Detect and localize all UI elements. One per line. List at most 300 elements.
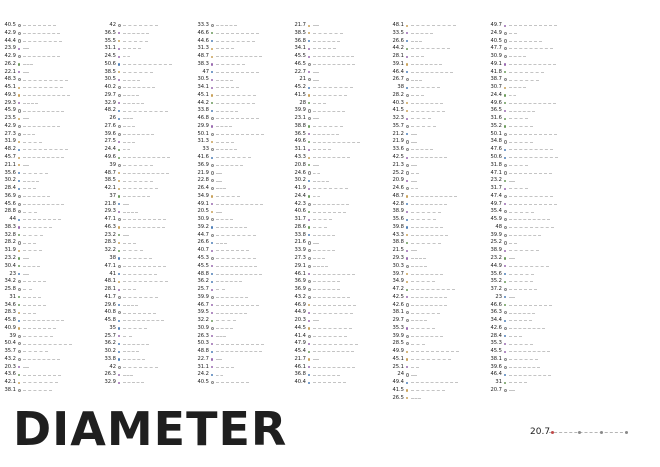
value-trail — [411, 297, 447, 298]
ring-marker-icon — [308, 288, 311, 291]
value-row — [392, 200, 502, 209]
ring-marker-icon — [211, 171, 214, 174]
dot-marker-icon — [211, 289, 213, 291]
value-trail — [23, 336, 53, 337]
value-label: 21.1 — [4, 161, 16, 168]
value-trail — [216, 305, 259, 306]
value-label: 28.1 — [392, 53, 404, 60]
value-row — [490, 254, 600, 263]
value-label: 35.3 — [490, 340, 502, 347]
value-trail — [411, 103, 443, 104]
value-trail — [313, 351, 354, 352]
dot-marker-icon — [118, 234, 120, 236]
value-row — [490, 60, 600, 69]
ring-marker-icon — [406, 164, 409, 167]
value-trail — [216, 95, 256, 96]
value-trail — [411, 320, 427, 321]
value-trail — [216, 289, 225, 290]
ring-marker-icon — [504, 366, 507, 369]
dot-marker-icon — [211, 102, 213, 104]
value-trail — [313, 212, 346, 213]
value-row — [4, 239, 114, 247]
value-row — [294, 278, 404, 286]
value-trail — [216, 87, 239, 88]
value-label: 39 — [109, 161, 116, 168]
value-label: 44.9 — [294, 309, 306, 316]
value-trail — [509, 80, 539, 81]
value-trail — [216, 103, 255, 104]
ring-marker-icon — [406, 265, 409, 268]
value-label: 42.6 — [490, 324, 502, 331]
value-trail — [23, 250, 42, 251]
value-trail — [411, 80, 422, 81]
value-trail — [313, 359, 319, 360]
value-label: 49.6 — [294, 138, 306, 145]
value-trail — [411, 390, 445, 391]
value-label: 32.8 — [4, 231, 16, 238]
value-trail — [411, 367, 419, 368]
value-label: 38.8 — [392, 239, 404, 246]
value-row — [397, 371, 502, 379]
value-label: 44.6 — [197, 37, 209, 44]
dot-marker-icon — [308, 125, 310, 127]
value-trail — [509, 305, 552, 306]
value-row — [294, 68, 404, 77]
value-trail — [23, 289, 32, 290]
ring-marker-icon — [504, 226, 507, 229]
value-label: 30.2 — [4, 177, 16, 184]
value-label: 40.5 — [490, 37, 502, 44]
value-trail — [123, 149, 130, 150]
value-trail — [313, 344, 358, 345]
value-row — [4, 363, 114, 372]
value-row — [392, 309, 502, 317]
value-label: 36.8 — [294, 37, 306, 44]
value-label: 29.3 — [4, 99, 16, 106]
value-row — [490, 262, 600, 271]
value-label: 35.7 — [392, 122, 404, 129]
value-label: 45.3 — [197, 254, 209, 261]
dot-marker-icon — [504, 203, 506, 205]
dot-marker-icon — [406, 397, 408, 399]
value-row — [490, 371, 600, 379]
value-label: 42.3 — [294, 200, 306, 207]
value-label: 30.9 — [490, 53, 502, 60]
value-trail — [411, 95, 424, 96]
value-label: 25.2 — [392, 169, 404, 176]
value-trail — [411, 111, 445, 112]
value-trail — [411, 173, 419, 174]
value-label: 21.5 — [392, 247, 404, 254]
value-trail — [509, 274, 534, 275]
value-trail — [313, 118, 319, 119]
value-label: 38.5 — [104, 177, 116, 184]
dot-marker-icon — [211, 335, 213, 337]
value-row — [4, 154, 114, 162]
value-row — [4, 29, 114, 38]
value-trail — [509, 258, 515, 259]
value-label: 21.8 — [104, 200, 116, 207]
value-trail — [411, 235, 448, 236]
value-label: 49.1 — [490, 60, 502, 67]
value-label: 22.1 — [4, 68, 16, 75]
value-trail — [23, 103, 38, 104]
value-row — [294, 185, 404, 193]
value-row — [4, 200, 114, 209]
value-label: 40.7 — [197, 247, 209, 254]
value-row — [392, 301, 502, 310]
value-label: 47.2 — [392, 286, 404, 293]
ring-marker-icon — [211, 117, 214, 120]
value-row — [294, 130, 404, 139]
value-row — [392, 363, 502, 372]
value-trail — [23, 142, 42, 143]
value-label: 45.7 — [4, 154, 16, 161]
value-label: 31.1 — [294, 146, 306, 153]
value-trail — [509, 118, 528, 119]
value-trail — [509, 351, 550, 352]
value-trail — [313, 111, 345, 112]
dot-marker-icon — [18, 172, 20, 174]
value-row — [294, 53, 404, 61]
ring-marker-icon — [18, 109, 21, 112]
value-label: 28.5 — [392, 340, 404, 347]
dot-marker-icon — [118, 188, 120, 190]
value-trail — [216, 243, 227, 244]
value-label: 49.7 — [490, 200, 502, 207]
value-label: 41.9 — [294, 185, 306, 192]
value-trail — [23, 313, 36, 314]
ring-marker-icon — [406, 125, 409, 128]
value-trail — [411, 289, 455, 290]
value-label: 33.9 — [294, 247, 306, 254]
value-label: 25.7 — [104, 332, 116, 339]
value-trail — [123, 219, 166, 220]
value-label: 23 — [495, 293, 502, 300]
value-label: 23.2 — [490, 177, 502, 184]
value-trail — [411, 227, 443, 228]
value-label: 45.4 — [294, 348, 306, 355]
value-label: 35.5 — [104, 37, 116, 44]
value-trail — [313, 142, 360, 143]
value-row — [490, 324, 600, 333]
value-trail — [23, 72, 29, 73]
value-row — [294, 231, 404, 240]
value-trail — [411, 344, 425, 345]
value-trail — [216, 375, 223, 376]
value-trail — [123, 188, 158, 189]
ring-marker-icon — [308, 203, 311, 206]
value-trail — [216, 359, 222, 360]
value-row — [392, 130, 502, 139]
dot-marker-icon — [504, 149, 506, 151]
ring-marker-icon — [308, 265, 311, 268]
value-trail — [509, 266, 549, 267]
value-trail — [509, 48, 553, 49]
value-row — [490, 208, 600, 216]
value-trail — [23, 328, 56, 329]
value-row — [392, 169, 502, 178]
value-trail — [216, 351, 262, 352]
value-label: 41.5 — [392, 107, 404, 114]
value-trail — [23, 196, 50, 197]
dot-marker-icon — [118, 304, 120, 306]
dot-marker-icon — [211, 281, 213, 283]
value-trail — [411, 212, 441, 213]
value-label: 36.8 — [294, 371, 306, 378]
dot-marker-icon — [504, 296, 506, 298]
value-label: 42.5 — [392, 293, 404, 300]
value-label: 33.8 — [294, 231, 306, 238]
value-label: 23.2 — [104, 231, 116, 238]
value-trail — [216, 41, 255, 42]
value-row — [9, 270, 114, 279]
dot-marker-icon — [118, 281, 120, 283]
dot-marker-icon — [406, 102, 408, 104]
ring-marker-icon — [18, 55, 21, 58]
dot-marker-icon — [406, 257, 408, 259]
dot-marker-icon — [308, 56, 310, 58]
value-row — [294, 29, 404, 38]
value-label: 20.8 — [294, 161, 306, 168]
dot-marker-icon — [118, 180, 120, 182]
value-trail — [23, 87, 63, 88]
value-row — [392, 37, 502, 46]
value-trail — [23, 281, 46, 282]
value-trail — [23, 134, 35, 135]
value-label: 33.6 — [392, 146, 404, 153]
value-label: 31.3 — [197, 45, 209, 52]
dot-marker-icon — [406, 327, 408, 329]
dot-marker-icon — [406, 358, 408, 360]
value-label: 42.1 — [4, 379, 16, 386]
dot-marker-icon — [406, 48, 408, 50]
value-label: 40.3 — [392, 99, 404, 106]
value-row — [294, 340, 404, 348]
value-trail — [216, 204, 263, 205]
value-label: 23 — [9, 270, 16, 277]
value-trail — [123, 289, 136, 290]
value-label: 50.3 — [197, 340, 209, 347]
value-label: 38 — [109, 254, 116, 261]
value-label: 30.2 — [104, 348, 116, 355]
dot-marker-icon — [18, 149, 20, 151]
dot-marker-icon — [118, 172, 120, 174]
dot-marker-icon — [118, 226, 120, 228]
value-trail — [411, 243, 441, 244]
value-trail — [123, 134, 154, 135]
value-label: 49.4 — [392, 379, 404, 386]
dot-marker-icon — [308, 327, 310, 329]
value-row — [294, 200, 404, 209]
value-row — [4, 379, 114, 387]
dot-marker-icon — [118, 289, 120, 291]
value-trail — [216, 48, 234, 49]
legend-dot — [600, 431, 603, 434]
value-label: 24.2 — [197, 371, 209, 378]
value-trail — [313, 33, 343, 34]
value-trail — [313, 188, 348, 189]
dot-marker-icon — [308, 40, 310, 42]
value-row — [490, 348, 600, 356]
value-row — [4, 130, 114, 139]
dot-marker-icon — [504, 25, 506, 27]
ring-marker-icon — [504, 78, 507, 81]
value-trail — [509, 204, 557, 205]
value-label: 41.6 — [197, 154, 209, 161]
dot-marker-icon — [118, 56, 120, 58]
value-row — [4, 107, 114, 115]
value-row — [294, 317, 404, 325]
value-row — [495, 223, 600, 232]
value-label: 29.3 — [392, 254, 404, 261]
value-label: 42.9 — [4, 29, 16, 36]
value-row — [4, 192, 114, 201]
dot-marker-icon — [211, 79, 213, 81]
dot-marker-icon — [18, 312, 20, 314]
value-trail — [313, 126, 343, 127]
column-1 — [4, 22, 114, 395]
value-row — [4, 231, 114, 240]
value-label: 40.8 — [104, 309, 116, 316]
dot-marker-icon — [118, 32, 120, 34]
value-trail — [313, 328, 352, 329]
value-label: 24.6 — [392, 185, 404, 192]
value-trail — [23, 243, 36, 244]
value-trail — [313, 72, 319, 73]
value-label: 46.7 — [197, 301, 209, 308]
value-row — [490, 115, 600, 123]
value-label: 38.8 — [294, 122, 306, 129]
value-trail — [313, 157, 350, 158]
value-trail — [509, 227, 554, 228]
value-trail — [123, 165, 153, 166]
value-label: 46.1 — [294, 270, 306, 277]
value-trail — [313, 258, 325, 259]
ring-marker-icon — [504, 210, 507, 213]
ring-marker-icon — [504, 32, 507, 35]
value-trail — [216, 142, 234, 143]
value-label: 43.2 — [4, 355, 16, 362]
value-trail — [313, 204, 349, 205]
value-trail — [123, 126, 135, 127]
value-label: 25.7 — [197, 286, 209, 293]
ring-marker-icon — [504, 241, 507, 244]
dot-marker-icon — [18, 48, 20, 50]
value-row — [299, 99, 404, 108]
value-trail — [123, 243, 136, 244]
value-trail — [509, 375, 551, 376]
value-label: 39.5 — [197, 309, 209, 316]
value-trail — [23, 212, 37, 213]
dot-marker-icon — [18, 157, 20, 159]
value-label: 28 — [299, 99, 306, 106]
dot-marker-icon — [211, 366, 213, 368]
value-trail — [23, 235, 43, 236]
value-label: 38.9 — [490, 247, 502, 254]
value-trail — [123, 250, 143, 251]
ring-marker-icon — [211, 133, 214, 136]
value-label: 28.3 — [104, 239, 116, 246]
value-trail — [313, 382, 346, 383]
value-label: 26.4 — [197, 185, 209, 192]
value-row — [490, 29, 600, 38]
value-label: 39.8 — [392, 223, 404, 230]
value-row — [4, 208, 114, 216]
dot-marker-icon — [308, 351, 310, 353]
value-row — [4, 60, 114, 69]
dot-marker-icon — [504, 335, 506, 337]
dot-marker-icon — [308, 219, 310, 221]
dot-marker-icon — [406, 56, 408, 58]
value-label: 28.2 — [4, 239, 16, 246]
value-trail — [23, 266, 40, 267]
dot-marker-icon — [211, 203, 213, 205]
value-trail — [216, 258, 256, 259]
value-label: 22.7 — [294, 68, 306, 75]
value-trail — [123, 72, 153, 73]
value-row — [490, 270, 600, 279]
ring-marker-icon — [504, 164, 507, 167]
dot-marker-icon — [406, 296, 408, 298]
dot-marker-icon — [504, 180, 506, 182]
value-trail — [509, 382, 527, 383]
value-label: 29.7 — [392, 317, 404, 324]
value-trail — [123, 351, 139, 352]
value-trail — [509, 134, 557, 135]
value-label: 29.6 — [104, 301, 116, 308]
value-label: 49.6 — [104, 154, 116, 161]
value-label: 32.2 — [104, 247, 116, 254]
value-row — [392, 107, 502, 115]
ring-marker-icon — [18, 280, 21, 283]
value-trail — [411, 274, 443, 275]
ring-marker-icon — [504, 389, 507, 392]
value-trail — [313, 313, 353, 314]
ring-marker-icon — [118, 265, 121, 268]
value-label: 27.3 — [4, 130, 16, 137]
value-label: 25.8 — [4, 286, 16, 293]
value-trail — [23, 359, 60, 360]
dot-marker-icon — [308, 374, 310, 376]
value-row — [294, 169, 404, 178]
dot-marker-icon — [118, 110, 120, 112]
value-trail — [313, 80, 319, 81]
value-label: 44 — [9, 216, 16, 223]
ring-marker-icon — [406, 78, 409, 81]
value-trail — [123, 328, 147, 329]
value-label: 32.9 — [104, 99, 116, 106]
value-label: 45.1 — [197, 91, 209, 98]
dot-marker-icon — [118, 79, 120, 81]
dot-marker-icon — [118, 343, 120, 345]
value-label: 35.3 — [392, 324, 404, 331]
dot-marker-icon — [406, 63, 408, 65]
value-label: 41.5 — [294, 91, 306, 98]
legend-value: 20.7 — [530, 427, 551, 437]
dot-marker-icon — [406, 25, 408, 27]
ring-marker-icon — [504, 171, 507, 174]
value-label: 43.3 — [392, 231, 404, 238]
value-row — [392, 208, 502, 216]
dot-marker-icon — [406, 118, 408, 120]
value-row — [490, 231, 600, 240]
value-label: 43.2 — [294, 293, 306, 300]
value-label: 36.2 — [197, 278, 209, 285]
dot-marker-icon — [308, 304, 310, 306]
value-trail — [313, 235, 335, 236]
value-trail — [411, 41, 422, 42]
